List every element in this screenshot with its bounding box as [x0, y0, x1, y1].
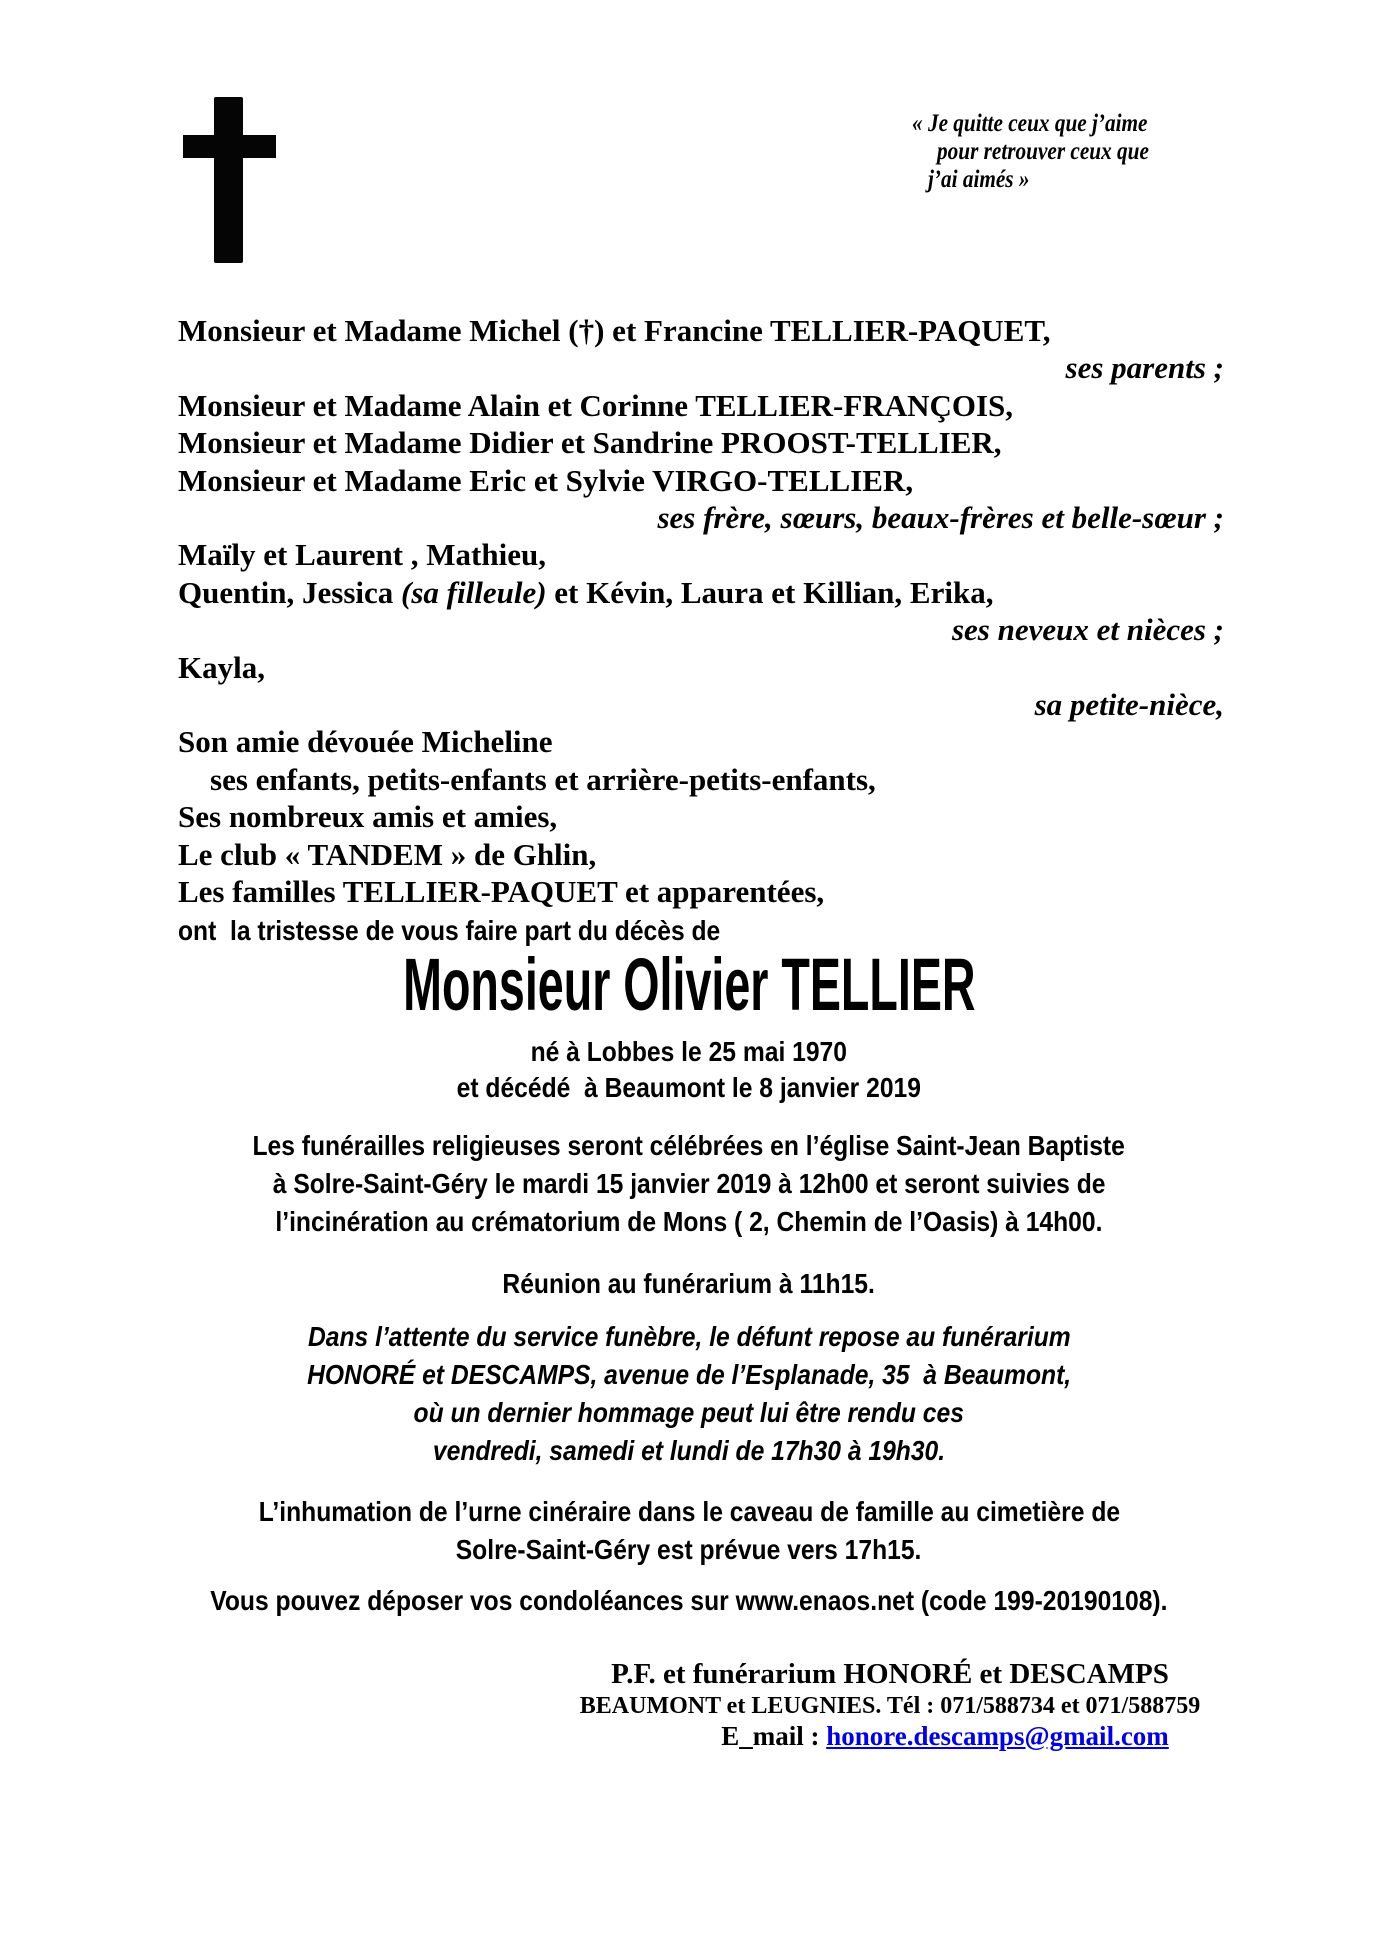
parents-line: Monsieur et Madame Michel (†) et Francine TELLIER-PAQUET, — [178, 313, 1051, 348]
ceremony-line-1: Les funérailles religieuses seront célébrées en l’église Saint-Jean Baptiste — [252, 1130, 1126, 1161]
siblings-relation: ses frère, sœurs, beaux-frères et belle-sœur ; — [657, 500, 1224, 536]
friend-family-line: ses enfants, petits-enfants et arrière-petits-enfants, — [210, 761, 876, 797]
meeting-block — [0, 1265, 1378, 1303]
nephews-line-2: Quentin, Jessica (sa filleule) et Kévin, Laura et Killian, Erika, — [178, 574, 994, 610]
repose-line-2: HONORÉ et DESCAMPS, avenue de l’Esplanade, 35 à Beaumont, — [306, 1359, 1072, 1390]
condolences-block — [0, 1582, 1378, 1620]
repose-line-4: vendredi, samedi et lundi de 17h30 à 19h30. — [432, 1435, 946, 1466]
deceased-name-block — [0, 943, 1378, 1026]
funeral-home-email-row — [595, 1721, 1295, 1752]
quote-line-3: j’ai aimés » — [928, 166, 1030, 193]
meeting-line: Réunion au funérarium à 11h15. — [502, 1268, 876, 1299]
inhumation-notice — [0, 1493, 1378, 1569]
siblings-line-2: Monsieur et Madame Didier et Sandrine PROOST-TELLIER, — [178, 425, 1002, 461]
nephews-line-1: Maïly et Laurent , Mathieu, — [178, 537, 546, 573]
family-announcement — [178, 312, 1224, 949]
families-line: Les familles TELLIER-PAQUET et apparentées, — [178, 874, 825, 910]
announcement-intro-line: ont la tristesse de vous faire part du décès de — [178, 914, 721, 946]
ceremony-line-3: l’incinération au crématorium de Mons ( 2, Chemin de l’Oasis) à 14h00. — [275, 1206, 1103, 1237]
repose-notice — [0, 1318, 1378, 1470]
nephews-relation: ses neveux et nièces ; — [951, 612, 1224, 648]
repose-line-1: Dans l’attente du service funèbre, le défunt repose au funérarium — [307, 1321, 1071, 1352]
quote-line-1: « Je quitte ceux que j’aime — [912, 110, 1148, 137]
quote-line-2: pour retrouver ceux que — [937, 138, 1149, 165]
memorial-quote — [912, 110, 1242, 194]
cross-vertical-bar — [214, 97, 243, 263]
club-line: Le club « TANDEM » de Ghlin, — [178, 836, 597, 872]
funeral-home-contact: BEAUMONT et LEUGNIES. Tél : 071/588734 et 071/588759 — [579, 1693, 1201, 1719]
funeral-home-block — [540, 1658, 1240, 1752]
latin-cross-icon — [183, 97, 276, 263]
grandniece-relation: sa petite-nièce, — [1034, 687, 1224, 723]
friends-line: Ses nombreux amis et amies, — [178, 799, 558, 835]
grandniece-line: Kayla, — [178, 649, 265, 685]
cross-horizontal-bar — [183, 135, 276, 158]
siblings-line-1: Monsieur et Madame Alain et Corinne TELLIER-FRANÇOIS, — [178, 387, 1014, 423]
email-link[interactable]: honore.descamps@gmail.com — [826, 1721, 1169, 1751]
death-line: et décédé à Beaumont le 8 janvier 2019 — [456, 1072, 922, 1103]
goddaughter-note: (sa filleule) — [401, 574, 547, 610]
email-label: E_mail : — [721, 1721, 827, 1751]
inhumation-line-2: Solre-Saint-Géry est prévue vers 17h15. — [456, 1534, 922, 1565]
friend-line: Son amie dévouée Micheline — [178, 724, 553, 760]
repose-line-3: où un dernier hommage peut lui être rendu ces — [413, 1397, 965, 1428]
vitals-block — [0, 1034, 1378, 1106]
funeral-home-name: P.F. et funérarium HONORÉ et DESCAMPS — [611, 1658, 1169, 1690]
parents-relation: ses parents ; — [1065, 350, 1224, 386]
condolences-line: Vous pouvez déposer vos condoléances sur www.enaos.net (code 199-20190108). — [210, 1585, 1168, 1616]
siblings-line-3: Monsieur et Madame Eric et Sylvie VIRGO-TELLIER, — [178, 462, 914, 498]
deceased-name: Monsieur Olivier TELLIER — [402, 943, 976, 1026]
birth-line: né à Lobbes le 25 mai 1970 — [530, 1036, 848, 1067]
ceremony-details — [0, 1127, 1378, 1241]
ceremony-line-2: à Solre-Saint-Géry le mardi 15 janvier 2019 à 12h00 et seront suivies de — [272, 1168, 1106, 1199]
inhumation-line-1: L’inhumation de l’urne cinéraire dans le caveau de famille au cimetière de — [258, 1496, 1120, 1527]
